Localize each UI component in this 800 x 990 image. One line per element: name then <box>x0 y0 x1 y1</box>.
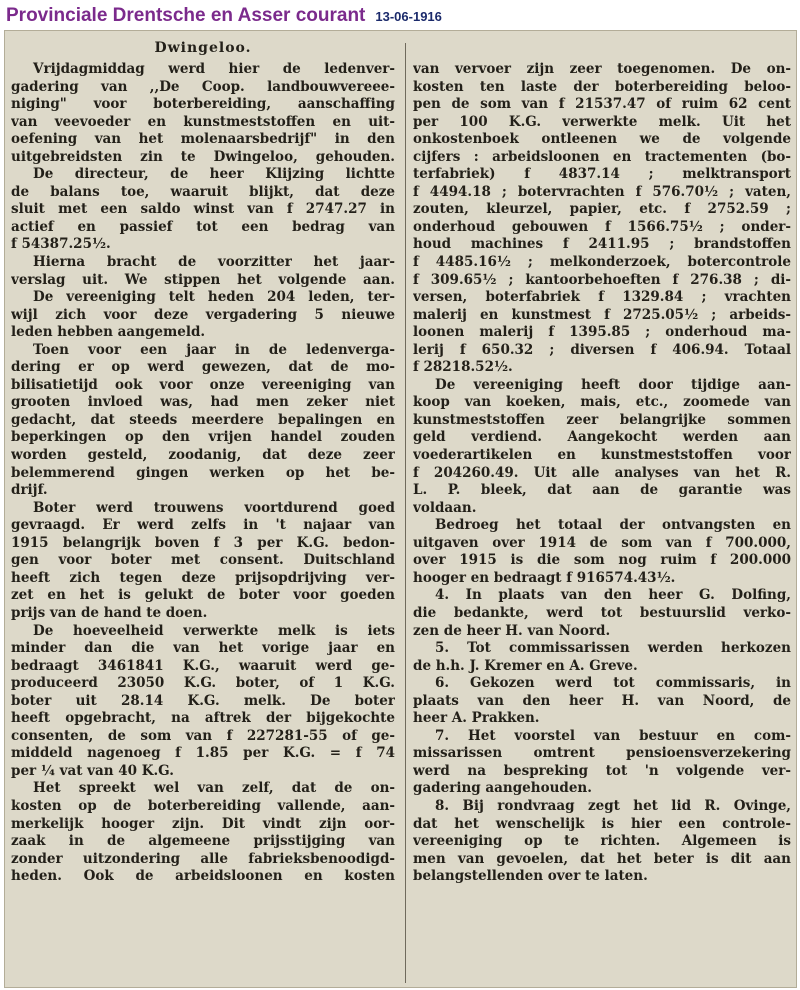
right_column-line: koop van koeken, mais, etc., zoomede van <box>413 394 791 411</box>
right_column-line: lerij f 650.32 ; diversen f 406.94. Totaal <box>413 341 791 358</box>
right_column-line: zen de heer H. van Noord. <box>413 622 611 639</box>
left_column-line: gevraagd. Er werd zelfs in 't najaar van <box>11 517 395 534</box>
right_column-line: f 4494.18 ; botervrachten f 576.70½ ; vaten, <box>413 183 791 200</box>
right_column-line: zouten, kleurzel, papier, etc. f 2752.59 ; <box>413 201 791 218</box>
left_column-line: middeld nagenoeg f 1.85 per K.G. = f 74 <box>11 745 395 762</box>
right_column-line: per 100 K.G. verwerkte melk. Uit het <box>413 113 791 130</box>
right_column-line: heer A. Prakken. <box>413 710 540 727</box>
left_column-line: heeft zich tegen deze prijsopdrijving ver- <box>11 569 395 586</box>
right_column-line: werd na bespreking tot 'n volgende ver- <box>413 762 791 779</box>
left_column-line: bedraagt 3461841 K.G., waaruit werd ge- <box>11 657 395 674</box>
right_column-line: voldaan. <box>413 499 477 516</box>
left_column-line: van veevoeder en kunstmeststoffen en uit- <box>11 113 395 130</box>
left_column-line: 1915 belangrijk boven f 3 per K.G. bedon- <box>11 534 395 551</box>
left_column-line: De directeur, de heer Klijzing lichtte <box>33 166 395 183</box>
left-column <box>11 35 395 886</box>
left_column-line: per ¼ vat van 40 K.G. <box>11 762 174 779</box>
right_column-line: malerij en kunstmest f 2725.05½ ; arbeids- <box>413 306 791 323</box>
left_column-line: f 54387.25½. <box>11 236 111 253</box>
right_column-line: vereeniging op te richten. Algemeen is <box>413 833 791 850</box>
right_column-line: pen de som van f 21537.47 of ruim 62 cent <box>413 96 791 113</box>
left_column-line: De hoeveelheid verwerkte melk is iets <box>33 622 395 639</box>
right_column-line: 5. Tot commissarissen werden herkozen <box>435 640 791 657</box>
newspaper-header <box>6 4 442 28</box>
right_column-line: uitgaven over 1914 de som van f 700.000, <box>413 534 791 551</box>
left_column-line: kosten op de boterbereiding vallende, aan- <box>11 797 395 814</box>
left_column-line: produceerd 23050 K.G. boter, of 1 K.G. <box>11 675 395 692</box>
right_column-line: kunstmeststoffen zeer belangrijke sommen <box>413 411 791 428</box>
left_column-line: actief en passief tot een bedrag van <box>11 218 395 235</box>
right_column-line: dat het wenschelijk is hier een controle- <box>413 815 791 832</box>
right_column-line: onkostenboek ontleenen we de volgende <box>413 131 791 148</box>
left_column-line: heden. Ook de arbeidsloonen en kosten <box>11 868 395 885</box>
left_column-line: Vrijdagmiddag werd hier de ledenver- <box>33 61 395 77</box>
newspaper-clipping <box>4 30 797 988</box>
left_column-line: belemmerend gingen werken op het be- <box>11 464 395 481</box>
right_column-line: f 309.65½ ; kantoorbehoeften f 276.38 ; di- <box>413 271 791 288</box>
left_column-line: oefening van het molenaarsbedrijf" in den <box>11 131 395 148</box>
left_column-line: de balans toe, waaruit blijkt, dat deze <box>11 183 395 200</box>
left_column-line: prijs van de hand te doen. <box>11 604 208 621</box>
left_column-line: worden gesteld, zoodanig, dat deze zeer <box>11 447 395 464</box>
right_column-line: hooger en bedraagt f 916574.43½. <box>413 569 676 586</box>
left_column-line: merkelijk hooger zijn. Dit vindt zijn oor- <box>11 815 395 832</box>
right_column-line: f 204260.49. Uit alle analyses van het R. <box>413 464 791 481</box>
left_column-line: gedacht, dat steeds meerdere bepalingen en <box>11 411 395 428</box>
left_column-line: minder dan die van het vorige jaar en <box>11 640 395 657</box>
right_column-line: versen, boterfabriek f 1329.84 ; vrachten <box>413 289 791 306</box>
left_column-line: zaak in de algemeene prijsstijging van <box>11 833 395 850</box>
left_column-line: Hierna bracht de voorzitter het jaar- <box>33 254 395 271</box>
right_column-line: 4. In plaats van den heer G. Dolfing, <box>435 587 791 604</box>
left_column-line: beperkingen op den vrijen handel zouden <box>11 429 395 446</box>
left_column-line: boter uit 28.14 K.G. melk. De boter <box>11 692 395 709</box>
right_column-line: L. P. bleek, dat aan de garantie was <box>413 482 791 499</box>
right_column-line: 8. Bij rondvraag zegt het lid R. Ovinge, <box>435 797 791 814</box>
left_column-line: gadering van ,,De Coop. landbouwvereee- <box>11 78 395 95</box>
right_column-line: terfabriek) f 4837.14 ; melktransport <box>413 166 791 183</box>
left_column-line: dering er op werd gewezen, dat de mo- <box>11 359 395 376</box>
right_column-line: die bedankte, werd tot bestuurslid verko- <box>413 604 791 621</box>
left_column-line: niging" voor boterbereiding, aanschaffing <box>11 96 395 113</box>
right_column-line: voederartikelen en kunstmeststoffen voor <box>413 447 791 464</box>
left_column-line: consenten, de som van f 227281-55 of ge- <box>11 727 395 744</box>
left_column-line: heeft opgebracht, na aftrek der bijgekochte <box>11 710 395 727</box>
left_column-line: verslag uit. We stippen het volgende aan. <box>11 271 395 288</box>
column-divider <box>405 43 406 983</box>
publication-date: 13-06-1916 <box>375 9 442 24</box>
right_column-line: onderhoud gebouwen f 1566.75½ ; onder- <box>413 218 791 235</box>
left_column-line: wijl zich voor deze vergadering 5 nieuwe <box>11 306 395 323</box>
article-title: Dwingeloo. <box>154 40 252 56</box>
right_column-line: geld verdiend. Aangekocht werden aan <box>413 429 791 446</box>
left_column-line: bilisatietijd ook voor onze vereeniging van <box>11 376 395 393</box>
right_column-line: loonen malerij f 1395.85 ; onderhoud ma- <box>413 324 791 341</box>
right_column-line: kosten ten laste der boterbereiding beloo- <box>413 78 791 95</box>
right_column-line: belangstellenden over te laten. <box>413 868 648 885</box>
right_column-line: over 1915 is die som nog ruim f 200.000 <box>413 552 791 569</box>
right_column-line: Bedroeg het totaal der ontvangsten en <box>435 517 791 534</box>
left_column-line: De vereeniging telt heden 204 leden, ter- <box>33 289 395 306</box>
left_column-line: uitgebreidsten zin te Dwingeloo, gehouden. <box>11 148 395 165</box>
right_column-line: De vereeniging heeft door tijdige aan- <box>435 376 791 393</box>
right_column-line: plaats van den heer H. van Noord, de <box>413 692 791 709</box>
left_column-line: leden hebben aangemeld. <box>11 324 206 341</box>
right_column-line: 7. Het voorstel van bestuur en com- <box>435 727 791 744</box>
right_column-line: houd machines f 2411.95 ; brandstoffen <box>413 236 791 253</box>
right_column-line: 6. Gekozen werd tot commissaris, in <box>435 675 791 692</box>
left_column-line: Toen voor een jaar in de ledenverga- <box>33 341 395 358</box>
right_column-line: cijfers : arbeidsloonen en tractementen (bo- <box>413 148 791 165</box>
left_column-line: zonder uitzondering alle fabrieksbenoodigd- <box>11 850 395 867</box>
left_column-line: gen voor boter met consent. Duitschland <box>11 552 395 569</box>
left_column-line: sluit met een saldo winst van f 2747.27 in <box>11 201 395 218</box>
left_column-line: drijf. <box>11 482 48 499</box>
right_column-line: f 4485.16½ ; melkonderzoek, botercontrole <box>413 254 791 271</box>
left_column-line: Boter werd trouwens voortdurend goed <box>33 499 395 516</box>
left_column-line: zet en het is gelukt de boter voor goeden <box>11 587 395 604</box>
left_column-line: grooten invloed was, had men zeker niet <box>11 394 395 411</box>
right_column-line: missarissen omtrent pensioensverzekering <box>413 745 791 762</box>
right_column-line: gadering aangehouden. <box>413 780 592 797</box>
right_column-line: f 28218.52½. <box>413 359 513 376</box>
left_column-line: Het spreekt wel van zelf, dat de on- <box>33 780 395 797</box>
right_column-line: men van gevoelen, dat het beter is dit aan <box>413 850 791 867</box>
right_column-line: van vervoer zijn zeer toegenomen. De on- <box>413 61 791 77</box>
newspaper-title[interactable]: Provinciale Drentsche en Asser courant <box>6 5 366 26</box>
right-column <box>413 61 791 886</box>
right_column-line: de h.h. J. Kremer en A. Greve. <box>413 657 638 674</box>
